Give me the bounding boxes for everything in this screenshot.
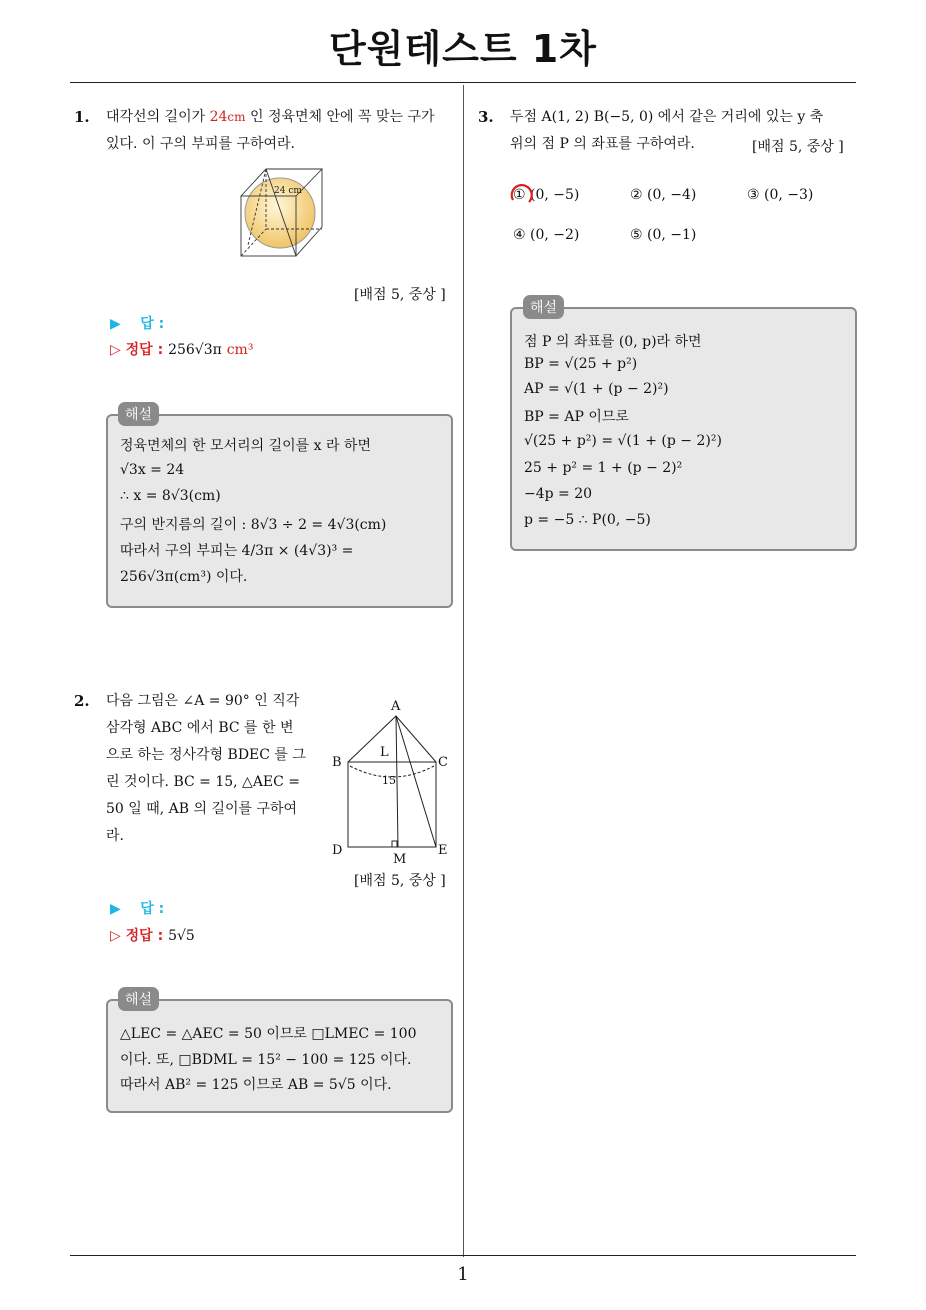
page-title: 단원테스트 1차: [329, 27, 597, 71]
q1-number: 1.: [74, 108, 90, 126]
q1-text: 대각선의 길이가 24cm 인 정육면체 안에 꼭 맞는 구가 있다. 이 구의 부피를 구하여라.: [106, 109, 435, 152]
footer-rule: [70, 1255, 856, 1256]
svg-text:B: B: [332, 755, 342, 770]
svg-text:D: D: [332, 843, 343, 858]
choice-5[interactable]: ⑤ (0, −1): [630, 227, 697, 243]
q3-score: [배점 5, 중상 ]: [752, 139, 844, 155]
svg-text:15: 15: [382, 774, 396, 787]
play-icon: ▶: [110, 901, 121, 917]
q2-score: [배점 5, 중상 ]: [354, 873, 446, 889]
q1-figure-label: 24 cm: [274, 186, 302, 196]
q2-correct-row: ▷ 정답 : 5√5: [110, 928, 195, 944]
svg-text:A: A: [391, 699, 401, 714]
choice-1[interactable]: ① (0, −5): [513, 187, 580, 203]
selected-mark-icon: [507, 180, 535, 208]
q2-text: 다음 그림은 ∠A = 90° 인 직각 삼각형 ABC 에서 BC 를 한 변 으로 하는 정사각형 BDEC 를 그 린 것이다. BC = 15, △AEC = 50 일 때, AB 의 길이를 구하여 라.: [106, 693, 306, 844]
svg-text:E: E: [438, 843, 448, 858]
q1-explanation-box: 정육면체의 한 모서리의 길이를 x 라 하면 √3x = 24 ∴ x = 8√3(cm) 구의 반지름의 길이 : 8√3 ÷ 2 = 4√3(cm) 따라서 구의 부피는 4/3π × (4√3)³ = 256√3π(cm³) 이다.: [106, 414, 453, 608]
q1-explanation-tag: 해설: [118, 402, 159, 426]
svg-text:L: L: [380, 745, 389, 760]
q2-number: 2.: [74, 692, 90, 710]
q3-explanation-tag: 해설: [523, 295, 564, 319]
q2-explanation-tag: 해설: [118, 987, 159, 1011]
q3-number: 3.: [478, 108, 494, 126]
choice-4[interactable]: ④ (0, −2): [513, 227, 580, 243]
header-rule: [70, 82, 856, 83]
q1-correct-row: ▷ 정답 : 256√3π cm³: [110, 342, 254, 358]
cube-sphere-figure: [236, 165, 328, 261]
q3-text: 두점 A(1, 2) B(−5, 0) 에서 같은 거리에 있는 y 축 위의 점 P 의 좌표를 구하여라.: [510, 109, 824, 152]
page-number: 1: [457, 1264, 469, 1285]
column-divider: [463, 85, 464, 1257]
triangle-outline-icon: ▷: [110, 928, 121, 944]
play-icon: ▶: [110, 316, 121, 332]
square-triangle-figure: [328, 694, 456, 866]
triangle-outline-icon: ▷: [110, 342, 121, 358]
q1-score: [배점 5, 중상 ]: [354, 287, 446, 303]
q2-explanation-box: △LEC = △AEC = 50 이므로 □LMEC = 100 이다. 또, □BDML = 15² − 100 = 125 이다. 따라서 AB² = 125 이므로 AB = 5√5 이다.: [106, 999, 453, 1113]
svg-text:M: M: [393, 852, 407, 866]
q2-answer-row: ▶ 답 :: [110, 901, 165, 917]
choice-3[interactable]: ③ (0, −3): [747, 187, 814, 203]
choice-2[interactable]: ② (0, −4): [630, 187, 697, 203]
q3-explanation-box: 점 P 의 좌표를 (0, p)라 하면 BP = √(25 + p²) AP = √(1 + (p − 2)²) BP = AP 이므로 √(25 + p²) = √(1 + (p − 2)²) 25 + p² = 1 + (p − 2)² −4p = 20 p = −5 ∴ P(0, −5): [510, 307, 857, 551]
svg-text:C: C: [438, 755, 448, 770]
q1-answer-row: ▶ 답 :: [110, 316, 165, 332]
